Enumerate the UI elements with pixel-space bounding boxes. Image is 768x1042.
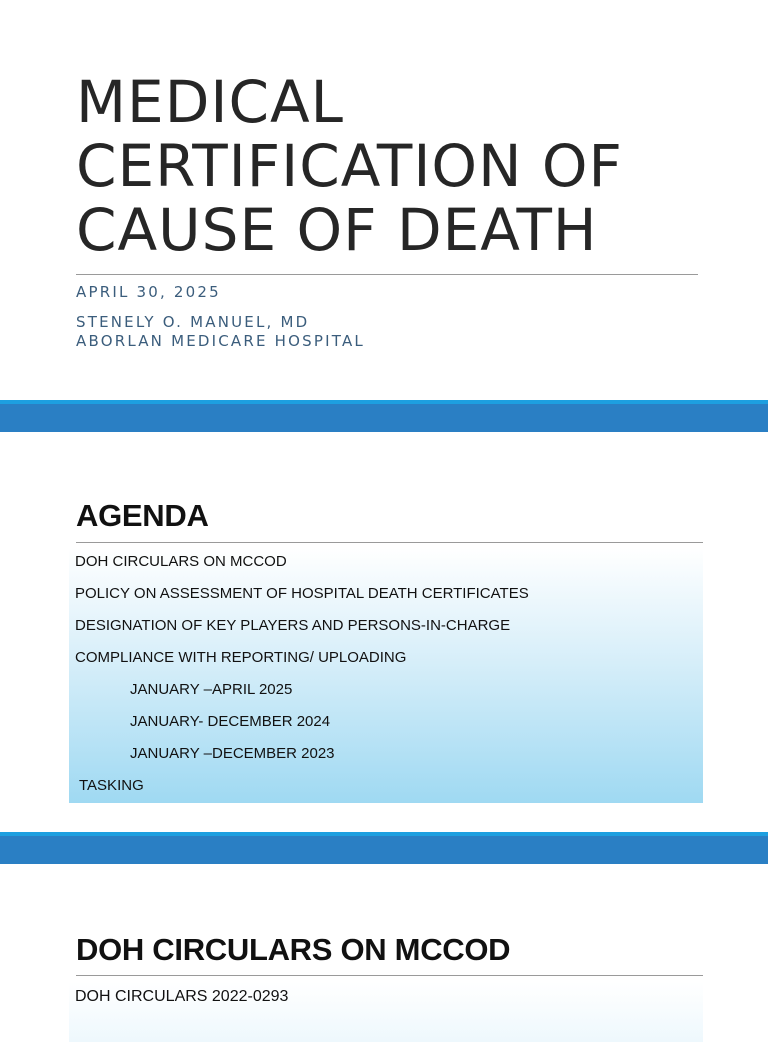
agenda-title: AGENDA: [76, 498, 209, 533]
agenda-title-rule: [76, 542, 703, 543]
agenda-item: TASKING: [79, 777, 144, 794]
agenda-subitem: JANUARY –DECEMBER 2023: [130, 745, 335, 762]
agenda-item: COMPLIANCE WITH REPORTING/ UPLOADING: [75, 649, 407, 666]
presentation-date: APRIL 30, 2025: [76, 283, 221, 301]
agenda-subitem: JANUARY –APRIL 2025: [130, 681, 293, 698]
presenter-name: STENELY O. MANUEL, MD: [76, 313, 310, 331]
title-line: CERTIFICATION OF: [76, 132, 623, 200]
title-line: MEDICAL: [76, 68, 344, 136]
title-divider-rule: [76, 274, 698, 275]
slide-separator: [0, 832, 768, 864]
title-line: CAUSE OF DEATH: [76, 196, 598, 264]
agenda-item: DESIGNATION OF KEY PLAYERS AND PERSONS-IN-CHARGE: [75, 617, 511, 634]
agenda-subitem: JANUARY- DECEMBER 2024: [130, 713, 331, 730]
doh-title-rule: [76, 975, 703, 976]
doh-circulars-title: DOH CIRCULARS ON MCCOD: [76, 932, 511, 967]
doh-circulars-slide: [0, 864, 768, 1024]
agenda-item: DOH CIRCULARS ON MCCOD: [75, 553, 287, 570]
doh-circular-item: DOH CIRCULARS 2022-0293: [75, 988, 289, 1005]
agenda-item: POLICY ON ASSESSMENT OF HOSPITAL DEATH CERTIFICATES: [75, 585, 529, 602]
title-slide: [0, 0, 768, 400]
presenter-organization: ABORLAN MEDICARE HOSPITAL: [76, 332, 365, 350]
presentation-title: [76, 70, 716, 262]
slide-separator: [0, 400, 768, 432]
agenda-slide: [0, 432, 768, 832]
